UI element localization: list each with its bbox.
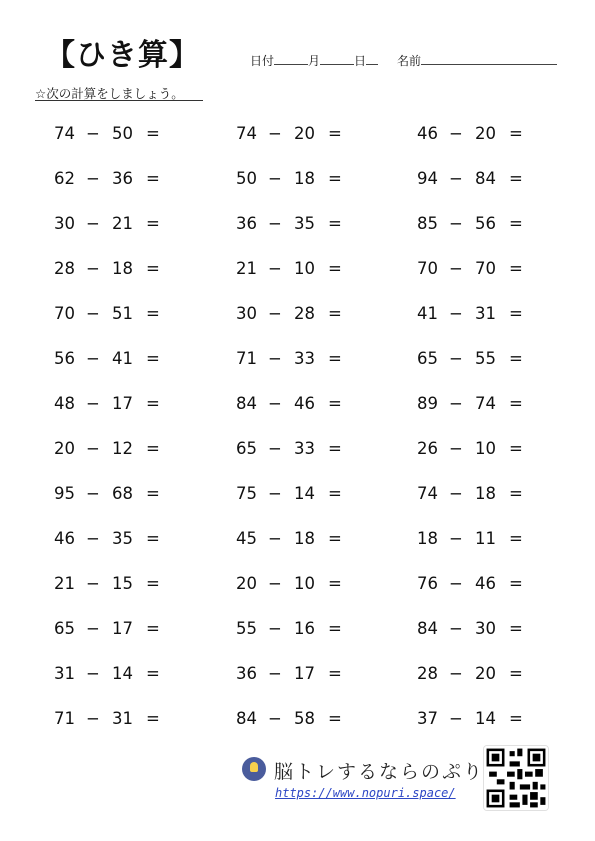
subtrahend: 31 <box>112 709 133 728</box>
subtrahend: 55 <box>475 349 496 368</box>
subtrahend: 10 <box>294 574 315 593</box>
subtrahend: 14 <box>112 664 133 683</box>
equals-sign: = <box>328 259 342 278</box>
equals-sign: = <box>328 664 342 683</box>
minus-sign: − <box>86 574 100 593</box>
equals-sign: = <box>146 304 160 323</box>
minus-sign: − <box>268 169 282 188</box>
subtrahend: 18 <box>112 259 133 278</box>
minuend: 89 <box>417 394 438 413</box>
minus-sign: − <box>449 304 463 323</box>
minus-sign: − <box>86 349 100 368</box>
equals-sign: = <box>509 574 523 593</box>
subtrahend: 17 <box>294 664 315 683</box>
minus-sign: − <box>268 214 282 233</box>
subtrahend: 10 <box>475 439 496 458</box>
equals-sign: = <box>146 529 160 548</box>
minuend: 75 <box>236 484 257 503</box>
minuend: 28 <box>417 664 438 683</box>
subtrahend: 20 <box>475 124 496 143</box>
equals-sign: = <box>509 259 523 278</box>
minuend: 50 <box>236 169 257 188</box>
instruction: ☆次の計算をしましょう。 <box>35 86 184 101</box>
minus-sign: − <box>86 169 100 188</box>
minuend: 48 <box>54 394 75 413</box>
minuend: 65 <box>54 619 75 638</box>
minus-sign: − <box>449 439 463 458</box>
equals-sign: = <box>509 124 523 143</box>
date-field <box>250 52 378 69</box>
minus-sign: − <box>268 574 282 593</box>
equals-sign: = <box>509 394 523 413</box>
subtrahend: 56 <box>475 214 496 233</box>
minuend: 45 <box>236 529 257 548</box>
subtrahend: 17 <box>112 619 133 638</box>
minus-sign: − <box>268 484 282 503</box>
minuend: 84 <box>236 709 257 728</box>
subtrahend: 36 <box>112 169 133 188</box>
minus-sign: − <box>449 619 463 638</box>
minuend: 30 <box>236 304 257 323</box>
subtrahend: 17 <box>112 394 133 413</box>
equals-sign: = <box>509 484 523 503</box>
minus-sign: − <box>449 214 463 233</box>
name-field <box>397 52 557 69</box>
minuend: 41 <box>417 304 438 323</box>
subtrahend: 18 <box>294 529 315 548</box>
bulb-icon <box>250 762 258 772</box>
subtrahend: 11 <box>475 529 496 548</box>
minus-sign: − <box>449 529 463 548</box>
subtrahend: 51 <box>112 304 133 323</box>
minuend: 74 <box>236 124 257 143</box>
minuend: 65 <box>236 439 257 458</box>
equals-sign: = <box>509 709 523 728</box>
minus-sign: − <box>86 529 100 548</box>
minus-sign: − <box>449 484 463 503</box>
minuend: 55 <box>236 619 257 638</box>
minus-sign: − <box>449 349 463 368</box>
equals-sign: = <box>328 394 342 413</box>
minuend: 71 <box>236 349 257 368</box>
minus-sign: − <box>449 394 463 413</box>
subtrahend: 33 <box>294 349 315 368</box>
name-label: 名前 <box>397 54 422 68</box>
subtrahend: 18 <box>475 484 496 503</box>
minus-sign: − <box>86 394 100 413</box>
subtrahend: 20 <box>294 124 315 143</box>
equals-sign: = <box>328 574 342 593</box>
subtrahend: 18 <box>294 169 315 188</box>
minus-sign: − <box>268 439 282 458</box>
equals-sign: = <box>328 439 342 458</box>
equals-sign: = <box>328 619 342 638</box>
equals-sign: = <box>146 619 160 638</box>
subtrahend: 35 <box>294 214 315 233</box>
subtrahend: 41 <box>112 349 133 368</box>
minus-sign: − <box>86 259 100 278</box>
equals-sign: = <box>509 169 523 188</box>
minuend: 18 <box>417 529 438 548</box>
minuend: 30 <box>54 214 75 233</box>
minuend: 20 <box>236 574 257 593</box>
equals-sign: = <box>146 709 160 728</box>
minuend: 21 <box>54 574 75 593</box>
minuend: 36 <box>236 664 257 683</box>
subtrahend: 12 <box>112 439 133 458</box>
minus-sign: − <box>449 664 463 683</box>
minuend: 74 <box>54 124 75 143</box>
minuend: 85 <box>417 214 438 233</box>
equals-sign: = <box>328 214 342 233</box>
brand-name: 脳トレするならのぷり <box>274 761 485 783</box>
subtrahend: 46 <box>294 394 315 413</box>
date-label: 日付 <box>250 54 275 68</box>
minus-sign: − <box>268 664 282 683</box>
subtrahend: 33 <box>294 439 315 458</box>
minuend: 28 <box>54 259 75 278</box>
equals-sign: = <box>146 259 160 278</box>
subtrahend: 14 <box>294 484 315 503</box>
minuend: 36 <box>236 214 257 233</box>
minus-sign: − <box>449 124 463 143</box>
minus-sign: − <box>268 709 282 728</box>
minuend: 37 <box>417 709 438 728</box>
minuend: 74 <box>417 484 438 503</box>
minuend: 95 <box>54 484 75 503</box>
minuend: 20 <box>54 439 75 458</box>
minuend: 84 <box>236 394 257 413</box>
subtrahend: 70 <box>475 259 496 278</box>
minuend: 70 <box>417 259 438 278</box>
equals-sign: = <box>328 709 342 728</box>
subtrahend: 68 <box>112 484 133 503</box>
subtrahend: 35 <box>112 529 133 548</box>
equals-sign: = <box>509 349 523 368</box>
equals-sign: = <box>146 394 160 413</box>
minus-sign: − <box>268 304 282 323</box>
minus-sign: − <box>268 394 282 413</box>
subtrahend: 84 <box>475 169 496 188</box>
day-label: 日 <box>354 54 367 68</box>
equals-sign: = <box>328 349 342 368</box>
equals-sign: = <box>509 619 523 638</box>
subtrahend: 16 <box>294 619 315 638</box>
minus-sign: − <box>86 709 100 728</box>
equals-sign: = <box>328 304 342 323</box>
equals-sign: = <box>328 124 342 143</box>
equals-sign: = <box>509 529 523 548</box>
qr-code-icon <box>483 745 549 811</box>
subtrahend: 20 <box>475 664 496 683</box>
subtrahend: 31 <box>475 304 496 323</box>
month-label: 月 <box>308 54 321 68</box>
subtrahend: 74 <box>475 394 496 413</box>
minuend: 46 <box>417 124 438 143</box>
equals-sign: = <box>328 169 342 188</box>
equals-sign: = <box>509 439 523 458</box>
site-url[interactable]: https://www.nopuri.space/ <box>275 786 456 800</box>
minuend: 84 <box>417 619 438 638</box>
equals-sign: = <box>328 484 342 503</box>
subtrahend: 30 <box>475 619 496 638</box>
minuend: 70 <box>54 304 75 323</box>
minus-sign: − <box>86 439 100 458</box>
minus-sign: − <box>268 259 282 278</box>
minus-sign: − <box>86 214 100 233</box>
instruction-underline <box>35 100 203 101</box>
subtrahend: 10 <box>294 259 315 278</box>
equals-sign: = <box>509 214 523 233</box>
equals-sign: = <box>509 304 523 323</box>
subtrahend: 21 <box>112 214 133 233</box>
minus-sign: − <box>449 574 463 593</box>
minus-sign: − <box>449 709 463 728</box>
minuend: 71 <box>54 709 75 728</box>
equals-sign: = <box>146 574 160 593</box>
minus-sign: − <box>86 304 100 323</box>
subtrahend: 15 <box>112 574 133 593</box>
equals-sign: = <box>146 169 160 188</box>
equals-sign: = <box>146 124 160 143</box>
minus-sign: − <box>86 664 100 683</box>
minuend: 21 <box>236 259 257 278</box>
minus-sign: − <box>268 619 282 638</box>
minuend: 56 <box>54 349 75 368</box>
equals-sign: = <box>509 664 523 683</box>
equals-sign: = <box>146 664 160 683</box>
minus-sign: − <box>449 169 463 188</box>
subtrahend: 58 <box>294 709 315 728</box>
minuend: 65 <box>417 349 438 368</box>
page-title: 【ひき算】 <box>45 38 200 73</box>
equals-sign: = <box>328 529 342 548</box>
subtrahend: 28 <box>294 304 315 323</box>
minus-sign: − <box>268 529 282 548</box>
minuend: 46 <box>54 529 75 548</box>
equals-sign: = <box>146 439 160 458</box>
subtrahend: 46 <box>475 574 496 593</box>
minus-sign: − <box>86 619 100 638</box>
minuend: 62 <box>54 169 75 188</box>
minuend: 31 <box>54 664 75 683</box>
minus-sign: − <box>268 349 282 368</box>
equals-sign: = <box>146 349 160 368</box>
minus-sign: − <box>268 124 282 143</box>
equals-sign: = <box>146 214 160 233</box>
minuend: 76 <box>417 574 438 593</box>
minuend: 26 <box>417 439 438 458</box>
minus-sign: − <box>449 259 463 278</box>
subtrahend: 50 <box>112 124 133 143</box>
minuend: 94 <box>417 169 438 188</box>
equals-sign: = <box>146 484 160 503</box>
minus-sign: − <box>86 124 100 143</box>
subtrahend: 14 <box>475 709 496 728</box>
minus-sign: − <box>86 484 100 503</box>
